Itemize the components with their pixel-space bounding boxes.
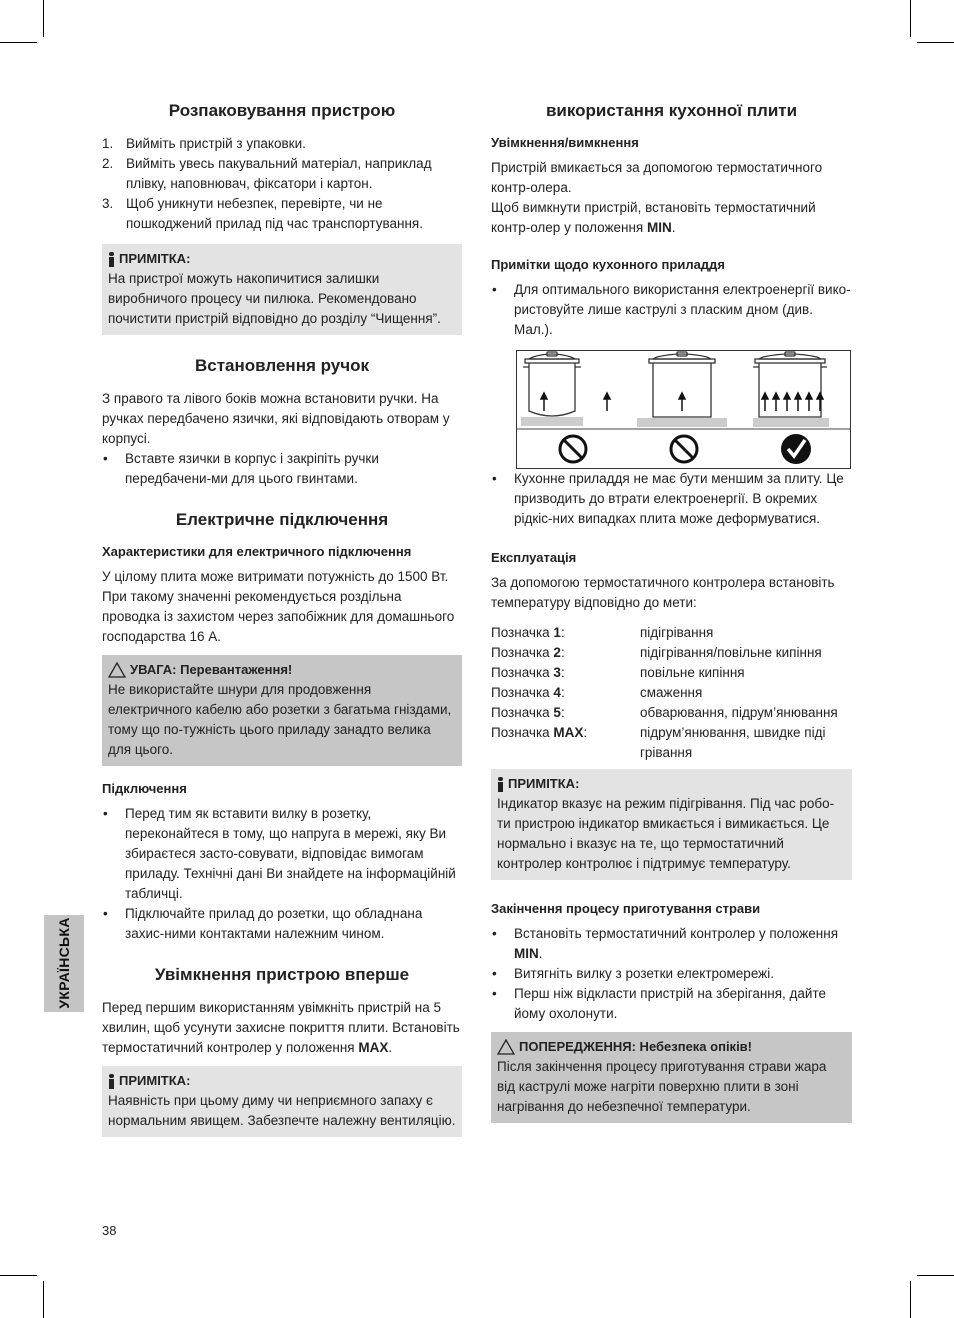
onoff-text-2: Щоб вимкнути пристрій, встановіть термостатичний контр-олер у положення MIN. (491, 200, 816, 235)
warped-pot-icon (521, 352, 583, 426)
position-label: Позначка 4: (491, 685, 565, 700)
handles-bullets (102, 449, 462, 489)
overload-warning-box (102, 655, 462, 766)
checkmark-icon (781, 434, 811, 464)
operation-text: За допомогою термостатичного контролера встановіть температуру відповідно до мети: (491, 575, 835, 610)
electric-text: У цілому плита може витримати потужність до 1500 Вт. При такому значенні рекомендується роздільна проводка із захистом через запобіжник для домашнього господарства 16 А. (102, 569, 455, 644)
unpack-note-box (102, 244, 462, 335)
list-item: • Встановіть термостатичний контролер у положення MIN. (491, 924, 852, 964)
pots-illustration (517, 351, 850, 468)
operation-subtitle: Експлуатація (491, 550, 577, 565)
note-label: ПРИМІТКА: (508, 776, 580, 791)
list-item: • Вставте язички в корпус і закріпіть ручки передбачени-ми для цього гвинтами. (102, 449, 462, 489)
position-label: Позначка 3: (491, 665, 565, 680)
list-item: 1. Вийміть пристрій з упаковки. (102, 136, 306, 151)
note-label: ПРИМІТКА: (119, 251, 191, 266)
note-text: Наявність при цьому диму чи неприємного запаху є нормальним явищем. Забезпечте належну вентиляцію. (108, 1093, 456, 1128)
electric-title: Електричне підключення (175, 510, 389, 529)
crop-mark (910, 1281, 911, 1318)
list-item: 2. Вийміть увесь пакувальний матеріал, наприклад плівку, наповнювач, фіксатори і картон. (102, 156, 432, 191)
position-desc: підігрівання/повільне кипіння (640, 645, 822, 660)
crop-mark (917, 1275, 954, 1276)
position-desc: підрум’янювання, швидке піді грівання (640, 725, 826, 760)
operation-note-box (491, 769, 852, 880)
burn-warning-box (491, 1032, 852, 1123)
warning-label: УВАГА: Перевантаження! (130, 662, 293, 677)
crop-mark (910, 0, 911, 37)
onoff-text-1: Пристрій вмикається за допомогою термостатичного контр-олера. (491, 160, 823, 195)
crop-mark (917, 42, 954, 43)
electric-subtitle: Характеристики для електричного підключення (102, 544, 412, 559)
list-item: • Кухонне приладдя не має бути меншим за плиту. Це призводить до втрати електроенергії. В окремих рідкіс-них випадках плита може деформуватися. (491, 469, 852, 529)
crop-mark (0, 1275, 37, 1276)
first-use-text: Перед першим використанням увімкніть пристрій на 5 хвилин, щоб усунути захисне покриття плити. Встановіть термостатичний контролер у положення MAX. (102, 1000, 460, 1055)
prohibited-icon (560, 436, 586, 462)
warning-triangle-icon (497, 1039, 515, 1055)
page-number: 38 (102, 1223, 117, 1238)
warning-label: ПОПЕРЕДЖЕННЯ: Небезпека опіків! (519, 1039, 752, 1054)
list-item: • Витягніть вилку з розетки електромережі. (491, 964, 852, 984)
crop-mark (43, 1281, 44, 1318)
info-icon (108, 252, 115, 267)
prohibited-icon (671, 436, 697, 462)
first-use-title: Увімкнення пристрою вперше (154, 965, 410, 984)
crop-mark (0, 42, 37, 43)
position-label: Позначка 5: (491, 705, 565, 720)
note-text: Індикатор вказує на режим підігрівання. Під час робо-ти пристрою індикатор вмикається і вимикається. Це нормально і вказує на те, що термостатичний контролер контролює і підтримує температуру. (497, 796, 835, 871)
position-desc: смаження (640, 685, 703, 700)
small-pot-icon (637, 352, 727, 427)
unpack-steps (102, 134, 462, 234)
first-use-note-box (102, 1066, 462, 1137)
handles-text: З правого та лівого боків можна встановити ручки. На ручках передбачено язички, які відповідають отворам у корпусі. (102, 391, 450, 446)
connection-subtitle: Підключення (102, 781, 187, 796)
position-desc: обварювання, підрум’янювання (640, 705, 838, 720)
info-icon (108, 1074, 115, 1089)
right-column (491, 100, 852, 1123)
warning-text: Не використайте шнури для продовження електричного кабелю або розетки з багатьма гніздами, тому що по-тужність цього приладу занадто велика для цього. (108, 682, 452, 757)
info-icon (497, 777, 504, 792)
correct-pot-icon (753, 352, 829, 427)
cookware-subtitle: Примітки щодо кухонного приладдя (491, 257, 725, 272)
finish-subtitle: Закінчення процесу приготування страви (491, 901, 761, 916)
position-desc: підігрівання (640, 625, 714, 640)
position-desc: повільне кипіння (640, 665, 745, 680)
cookware-bullets (491, 280, 852, 340)
warning-triangle-icon (108, 662, 126, 678)
position-label: Позначка 1: (491, 625, 565, 640)
list-item: • Для оптимального використання електроенергії вико-ристовуйте лише каструлі з пласким дном (див. Мал.). (491, 280, 852, 340)
note-label: ПРИМІТКА: (119, 1073, 191, 1088)
finish-bullets (491, 924, 852, 1024)
crop-mark (43, 0, 44, 37)
pots-figure (516, 350, 851, 469)
connection-bullets (102, 804, 462, 944)
handles-title: Встановлення ручок (195, 356, 369, 375)
position-label: Позначка 2: (491, 645, 565, 660)
list-item: • Перш ніж відкласти пристрій на зберігання, дайте йому охолонути. (491, 984, 852, 1024)
language-tab: УКРАЇНСЬКА (44, 915, 84, 1012)
list-item: • Підключайте прилад до розетки, що обладнана захис-ними контактами належним чином. (102, 904, 462, 944)
positions-table (491, 623, 852, 763)
list-item: • Перед тим як вставити вилку в розетку, переконайтеся в тому, що напруга в мережі, яку Ви збираєтеся засто-совувати, відповідає вимогам приладу. Технічні дані Ви знайдете на інформаційній табличці. (102, 804, 462, 904)
onoff-subtitle: Увімкнення/вимкнення (491, 135, 639, 150)
cookware-bullets-2 (491, 469, 852, 529)
note-text: На пристрої можуть накопичитися залишки виробничого процесу чи пилюка. Рекомендовано почистити пристрій відповідно до розділу “Чищення”. (108, 271, 441, 326)
left-column (102, 100, 462, 1137)
usage-title: використання кухонної плити (545, 101, 798, 120)
list-item: 3. Щоб уникнути небезпек, перевірте, чи не пошкоджений прилад під час транспортування. (102, 196, 423, 231)
warning-text: Після закінчення процесу приготування страви жара від каструлі може нагріти поверхню плити в зоні нагрівання до небезпечної температури. (497, 1059, 827, 1114)
position-label: Позначка MAX: (491, 725, 588, 740)
unpack-title: Розпаковування пристрою (168, 101, 396, 120)
